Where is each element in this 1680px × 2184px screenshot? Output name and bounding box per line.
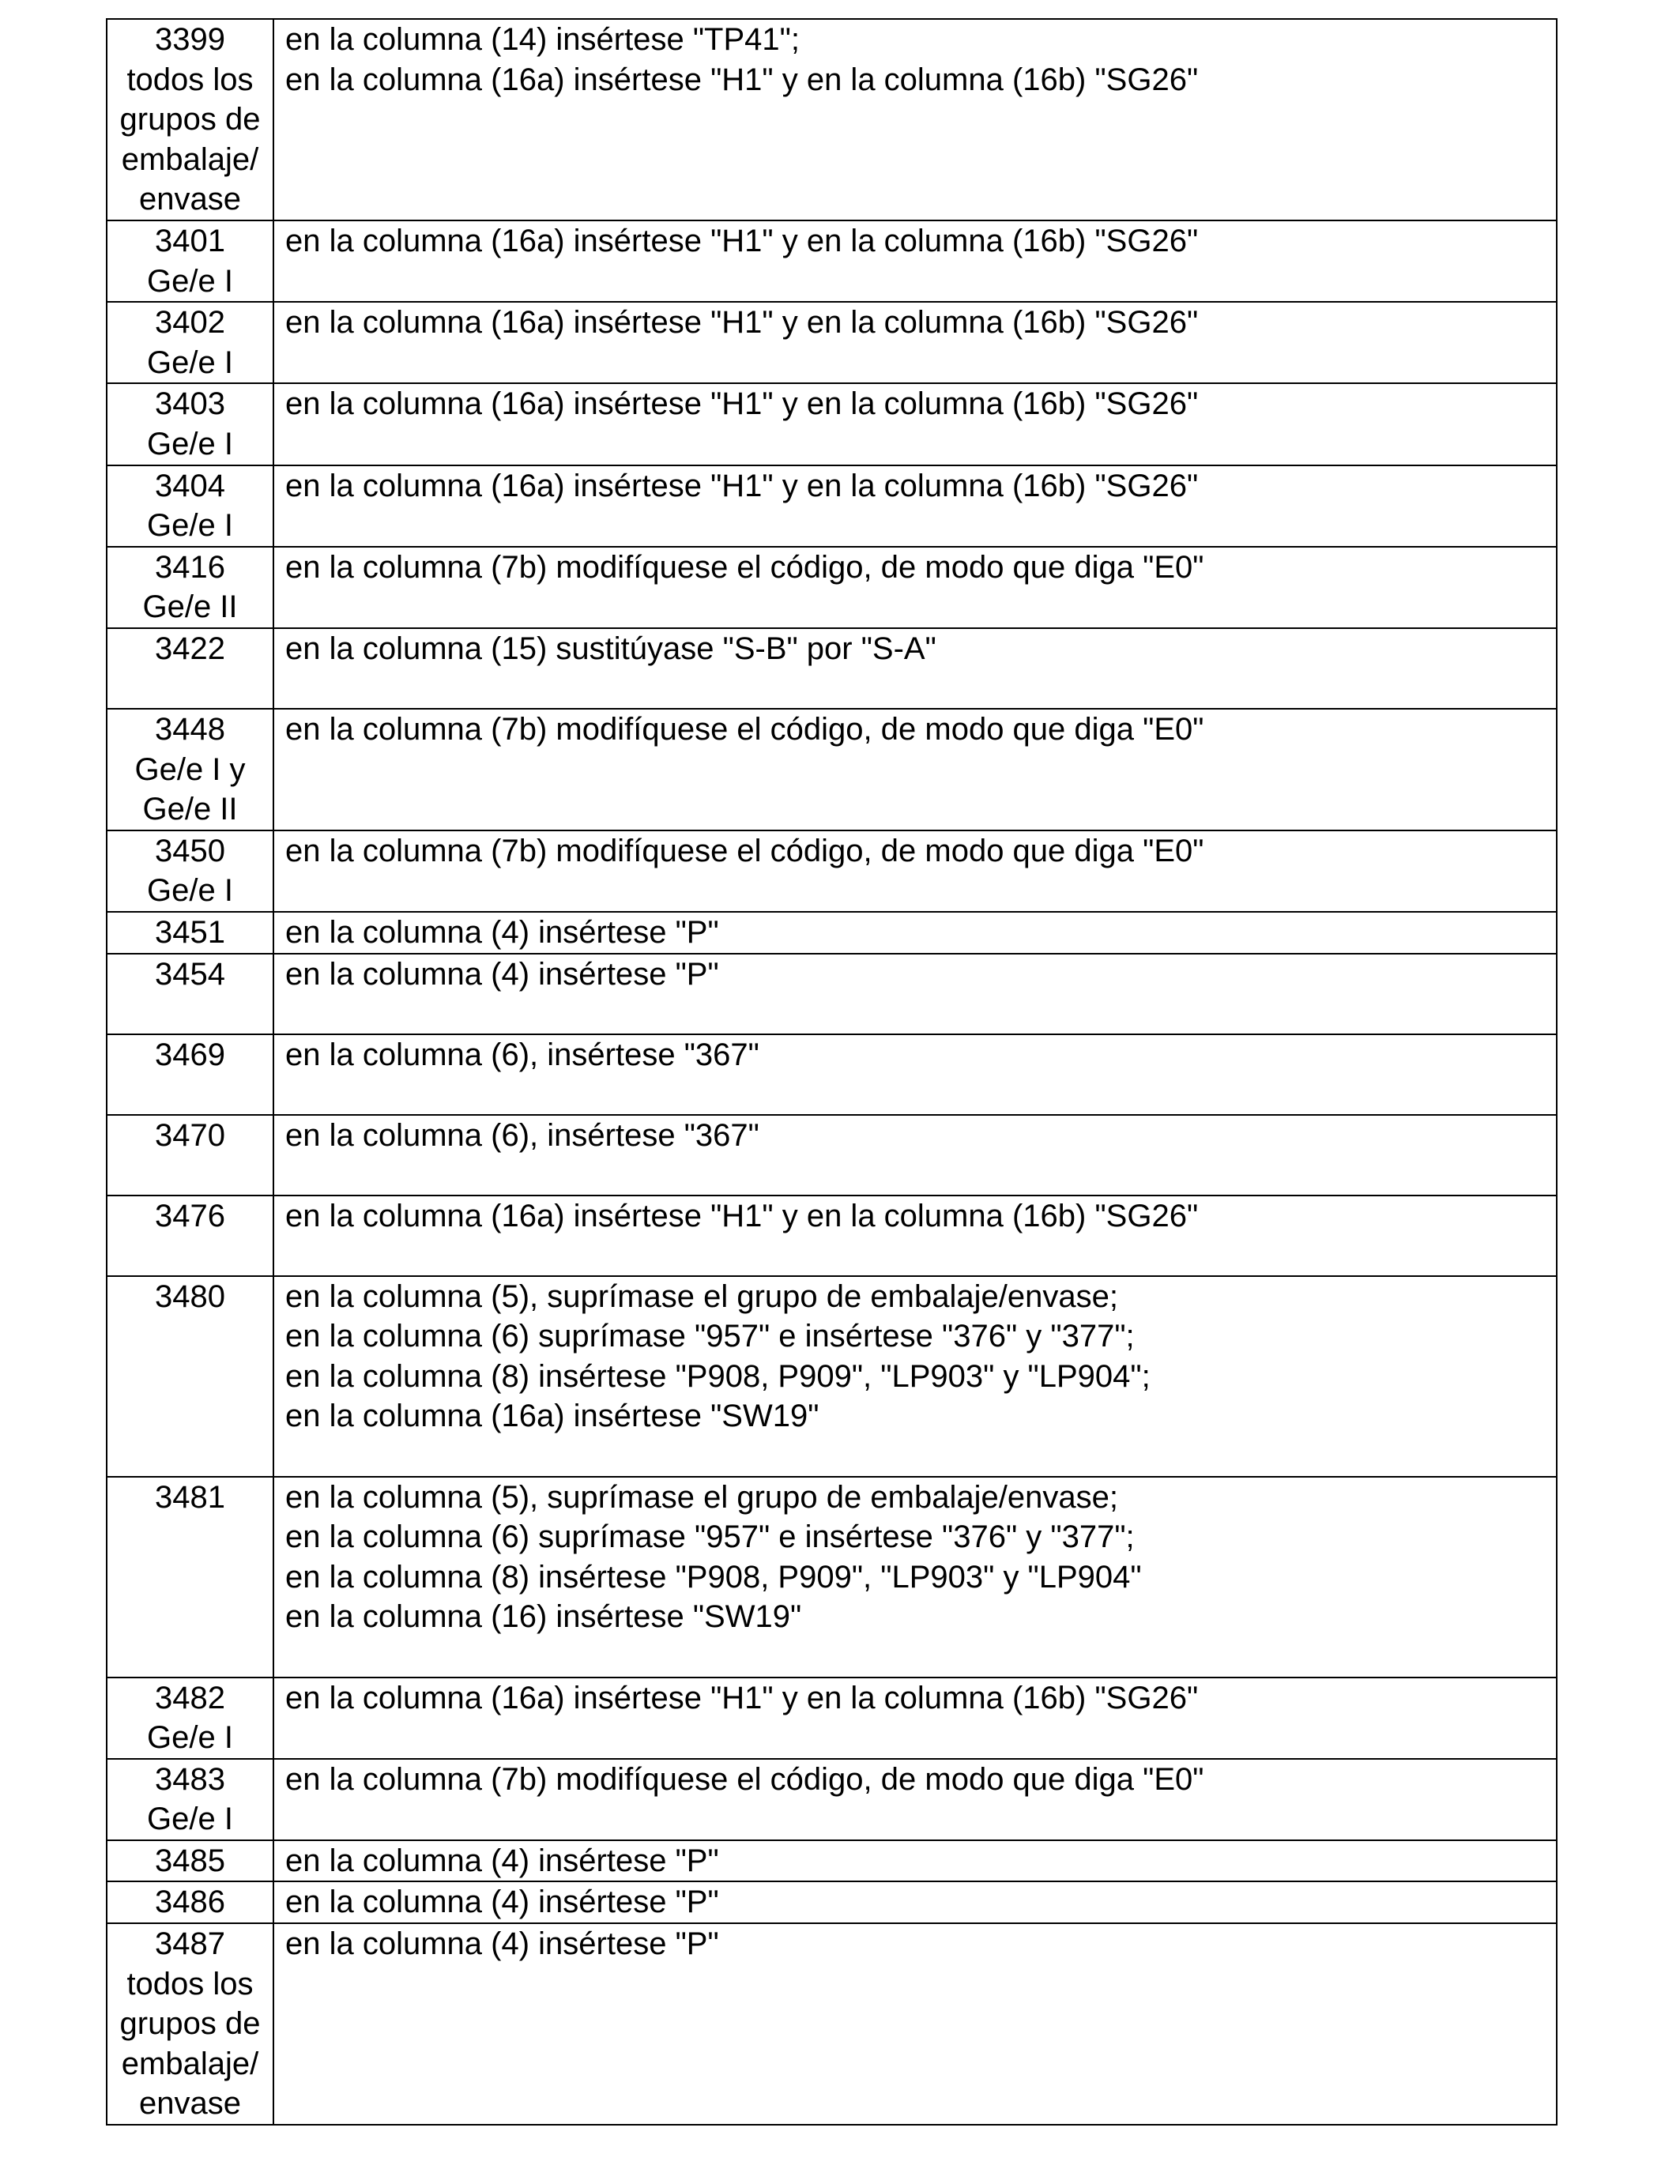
un-number-cell xyxy=(107,1115,273,1196)
un-number: 3422 xyxy=(155,631,225,666)
amendment-cell xyxy=(273,19,1557,220)
amendment-line: en la columna (4) insértese "P" xyxy=(285,914,719,950)
un-number: 3470 xyxy=(155,1117,225,1153)
amendment-cell xyxy=(273,1678,1557,1759)
amendment-line: en la columna (16a) insértese "H1" y en la columna (16b) "SG26" xyxy=(285,386,1199,422)
packing-group-note: envase xyxy=(139,2086,241,2122)
un-number: 3401 xyxy=(155,224,225,258)
un-number-cell xyxy=(107,912,273,954)
un-number-cell xyxy=(107,1840,273,1882)
un-number-cell xyxy=(107,220,273,302)
table-row xyxy=(107,465,1557,547)
amendment-cell xyxy=(273,1477,1557,1678)
packing-group-note: Ge/e I xyxy=(147,873,233,909)
amendment-cell xyxy=(273,628,1557,709)
amendment-line: en la columna (16a) insértese "H1" y en la columna (16b) "SG26" xyxy=(285,1680,1199,1715)
un-number-cell xyxy=(107,1881,273,1923)
amendment-line: en la columna (6), insértese "367" xyxy=(285,1037,759,1072)
amendment-line: en la columna (16a) insértese "H1" y en la columna (16b) "SG26" xyxy=(285,62,1199,97)
un-number-cell xyxy=(107,1759,273,1840)
un-number-cell xyxy=(107,1276,273,1477)
table-row xyxy=(107,830,1557,912)
packing-group-note: Ge/e I xyxy=(147,1720,233,1756)
un-number: 3403 xyxy=(155,386,225,422)
packing-group-note: todos los xyxy=(126,1966,254,2001)
amendment-line: en la columna (7b) modifíquese el código, de modo que diga "E0" xyxy=(285,711,1204,747)
amendment-cell xyxy=(273,465,1557,547)
amendment-cell xyxy=(273,1881,1557,1923)
un-number-cell xyxy=(107,830,273,912)
packing-group-note: Ge/e II xyxy=(142,589,238,625)
un-number: 3487 xyxy=(155,1926,225,1962)
amendment-cell xyxy=(273,1840,1557,1882)
amendment-cell xyxy=(273,912,1557,954)
packing-group-note: todos los xyxy=(126,62,254,97)
un-number: 3454 xyxy=(155,956,225,992)
un-number-cell xyxy=(107,1923,273,2125)
table-row xyxy=(107,547,1557,628)
amendment-line: en la columna (8) insértese "P908, P909", "LP903" y "LP904"; xyxy=(285,1358,1151,1394)
amendment-cell xyxy=(273,1196,1557,1276)
un-number: 3402 xyxy=(155,305,225,341)
table-row xyxy=(107,628,1557,709)
un-number: 3469 xyxy=(155,1037,225,1072)
amendment-line: en la columna (7b) modifíquese el código, de modo que diga "E0" xyxy=(285,549,1204,585)
amendment-cell xyxy=(273,1759,1557,1840)
table-row xyxy=(107,709,1557,830)
packing-group-note: Ge/e I xyxy=(147,508,233,544)
un-number: 3481 xyxy=(155,1479,225,1515)
amendments-table-body xyxy=(107,19,1557,2125)
table-row xyxy=(107,1840,1557,1882)
table-row xyxy=(107,1034,1557,1115)
amendment-cell xyxy=(273,220,1557,302)
table-row xyxy=(107,1881,1557,1923)
table-row xyxy=(107,383,1557,465)
table-row xyxy=(107,1196,1557,1276)
amendment-cell xyxy=(273,1276,1557,1477)
amendment-line: en la columna (15) sustitúyase "S-B" por "S-A" xyxy=(285,631,936,666)
amendment-cell xyxy=(273,383,1557,465)
un-number-cell xyxy=(107,1196,273,1276)
un-number-cell xyxy=(107,1477,273,1678)
amendment-line: en la columna (16a) insértese "H1" y en la columna (16b) "SG26" xyxy=(285,468,1199,503)
packing-group-note: Ge/e I xyxy=(147,345,233,380)
amendment-cell xyxy=(273,1034,1557,1115)
amendment-line: en la columna (6) suprímase "957" e insértese "376" y "377"; xyxy=(285,1519,1135,1555)
un-number-cell xyxy=(107,628,273,709)
amendment-line: en la columna (7b) modifíquese el código, de modo que diga "E0" xyxy=(285,833,1204,868)
amendment-line: en la columna (5), suprímase el grupo de embalaje/envase; xyxy=(285,1479,1118,1515)
amendment-line: en la columna (16) insértese "SW19" xyxy=(285,1599,802,1635)
amendment-cell xyxy=(273,830,1557,912)
packing-group-note: embalaje/ xyxy=(121,2046,259,2081)
packing-group-note: Ge/e I xyxy=(147,426,233,461)
packing-group-note: envase xyxy=(139,182,241,217)
table-row xyxy=(107,1759,1557,1840)
amendment-line: en la columna (8) insértese "P908, P909", "LP903" y "LP904" xyxy=(285,1559,1142,1595)
amendment-line: en la columna (16a) insértese "SW19" xyxy=(285,1399,819,1434)
un-number-cell xyxy=(107,383,273,465)
amendments-table xyxy=(106,18,1558,2126)
un-number-cell xyxy=(107,954,273,1034)
un-number: 3416 xyxy=(155,549,225,585)
amendment-line: en la columna (6) suprímase "957" e insértese "376" y "377"; xyxy=(285,1319,1135,1354)
packing-group-note: grupos de xyxy=(119,2006,261,2042)
un-number-cell xyxy=(107,302,273,383)
amendment-line: en la columna (4) insértese "P" xyxy=(285,1926,719,1962)
un-number: 3448 xyxy=(155,711,225,747)
packing-group-note: grupos de xyxy=(119,102,261,137)
table-row xyxy=(107,1477,1557,1678)
packing-group-note: Ge/e I xyxy=(147,1802,233,1837)
amendment-cell xyxy=(273,302,1557,383)
un-number-cell xyxy=(107,465,273,547)
un-number-cell xyxy=(107,709,273,830)
table-row xyxy=(107,912,1557,954)
amendment-cell xyxy=(273,547,1557,628)
amendment-line: en la columna (14) insértese "TP41"; xyxy=(285,22,800,57)
amendment-line: en la columna (7b) modifíquese el código, de modo que diga "E0" xyxy=(285,1761,1204,1797)
table-row xyxy=(107,1923,1557,2125)
amendment-line: en la columna (4) insértese "P" xyxy=(285,956,719,992)
un-number-cell xyxy=(107,1034,273,1115)
amendment-line: en la columna (16a) insértese "H1" y en la columna (16b) "SG26" xyxy=(285,1198,1199,1233)
packing-group-note: Ge/e I y xyxy=(134,751,246,787)
un-number: 3404 xyxy=(155,468,225,503)
un-number-cell xyxy=(107,547,273,628)
packing-group-note: embalaje/ xyxy=(121,141,259,177)
amendment-line: en la columna (16a) insértese "H1" y en la columna (16b) "SG26" xyxy=(285,305,1199,341)
un-number: 3483 xyxy=(155,1761,225,1797)
amendment-line: en la columna (4) insértese "P" xyxy=(285,1885,719,1920)
un-number-cell xyxy=(107,19,273,220)
un-number: 3480 xyxy=(155,1278,225,1314)
table-row xyxy=(107,1276,1557,1477)
un-number-cell xyxy=(107,1678,273,1759)
un-number: 3485 xyxy=(155,1843,225,1878)
table-row xyxy=(107,1678,1557,1759)
table-row xyxy=(107,954,1557,1034)
amendment-cell xyxy=(273,1115,1557,1196)
amendment-cell xyxy=(273,709,1557,830)
un-number: 3451 xyxy=(155,914,225,950)
packing-group-note: Ge/e II xyxy=(142,792,238,827)
un-number: 3450 xyxy=(155,833,225,868)
amendment-line: en la columna (5), suprímase el grupo de embalaje/envase; xyxy=(285,1278,1118,1314)
amendment-cell xyxy=(273,1923,1557,2125)
amendment-cell xyxy=(273,954,1557,1034)
packing-group-note: Ge/e I xyxy=(147,263,233,299)
un-number: 3399 xyxy=(155,22,225,57)
amendment-line: en la columna (6), insértese "367" xyxy=(285,1117,759,1153)
table-row xyxy=(107,302,1557,383)
amendment-line: en la columna (4) insértese "P" xyxy=(285,1843,719,1878)
table-row xyxy=(107,1115,1557,1196)
amendment-line: en la columna (16a) insértese "H1" y en la columna (16b) "SG26" xyxy=(285,224,1199,258)
un-number: 3482 xyxy=(155,1680,225,1715)
table-row xyxy=(107,19,1557,220)
table-row xyxy=(107,220,1557,302)
un-number: 3476 xyxy=(155,1198,225,1233)
un-number: 3486 xyxy=(155,1885,225,1920)
